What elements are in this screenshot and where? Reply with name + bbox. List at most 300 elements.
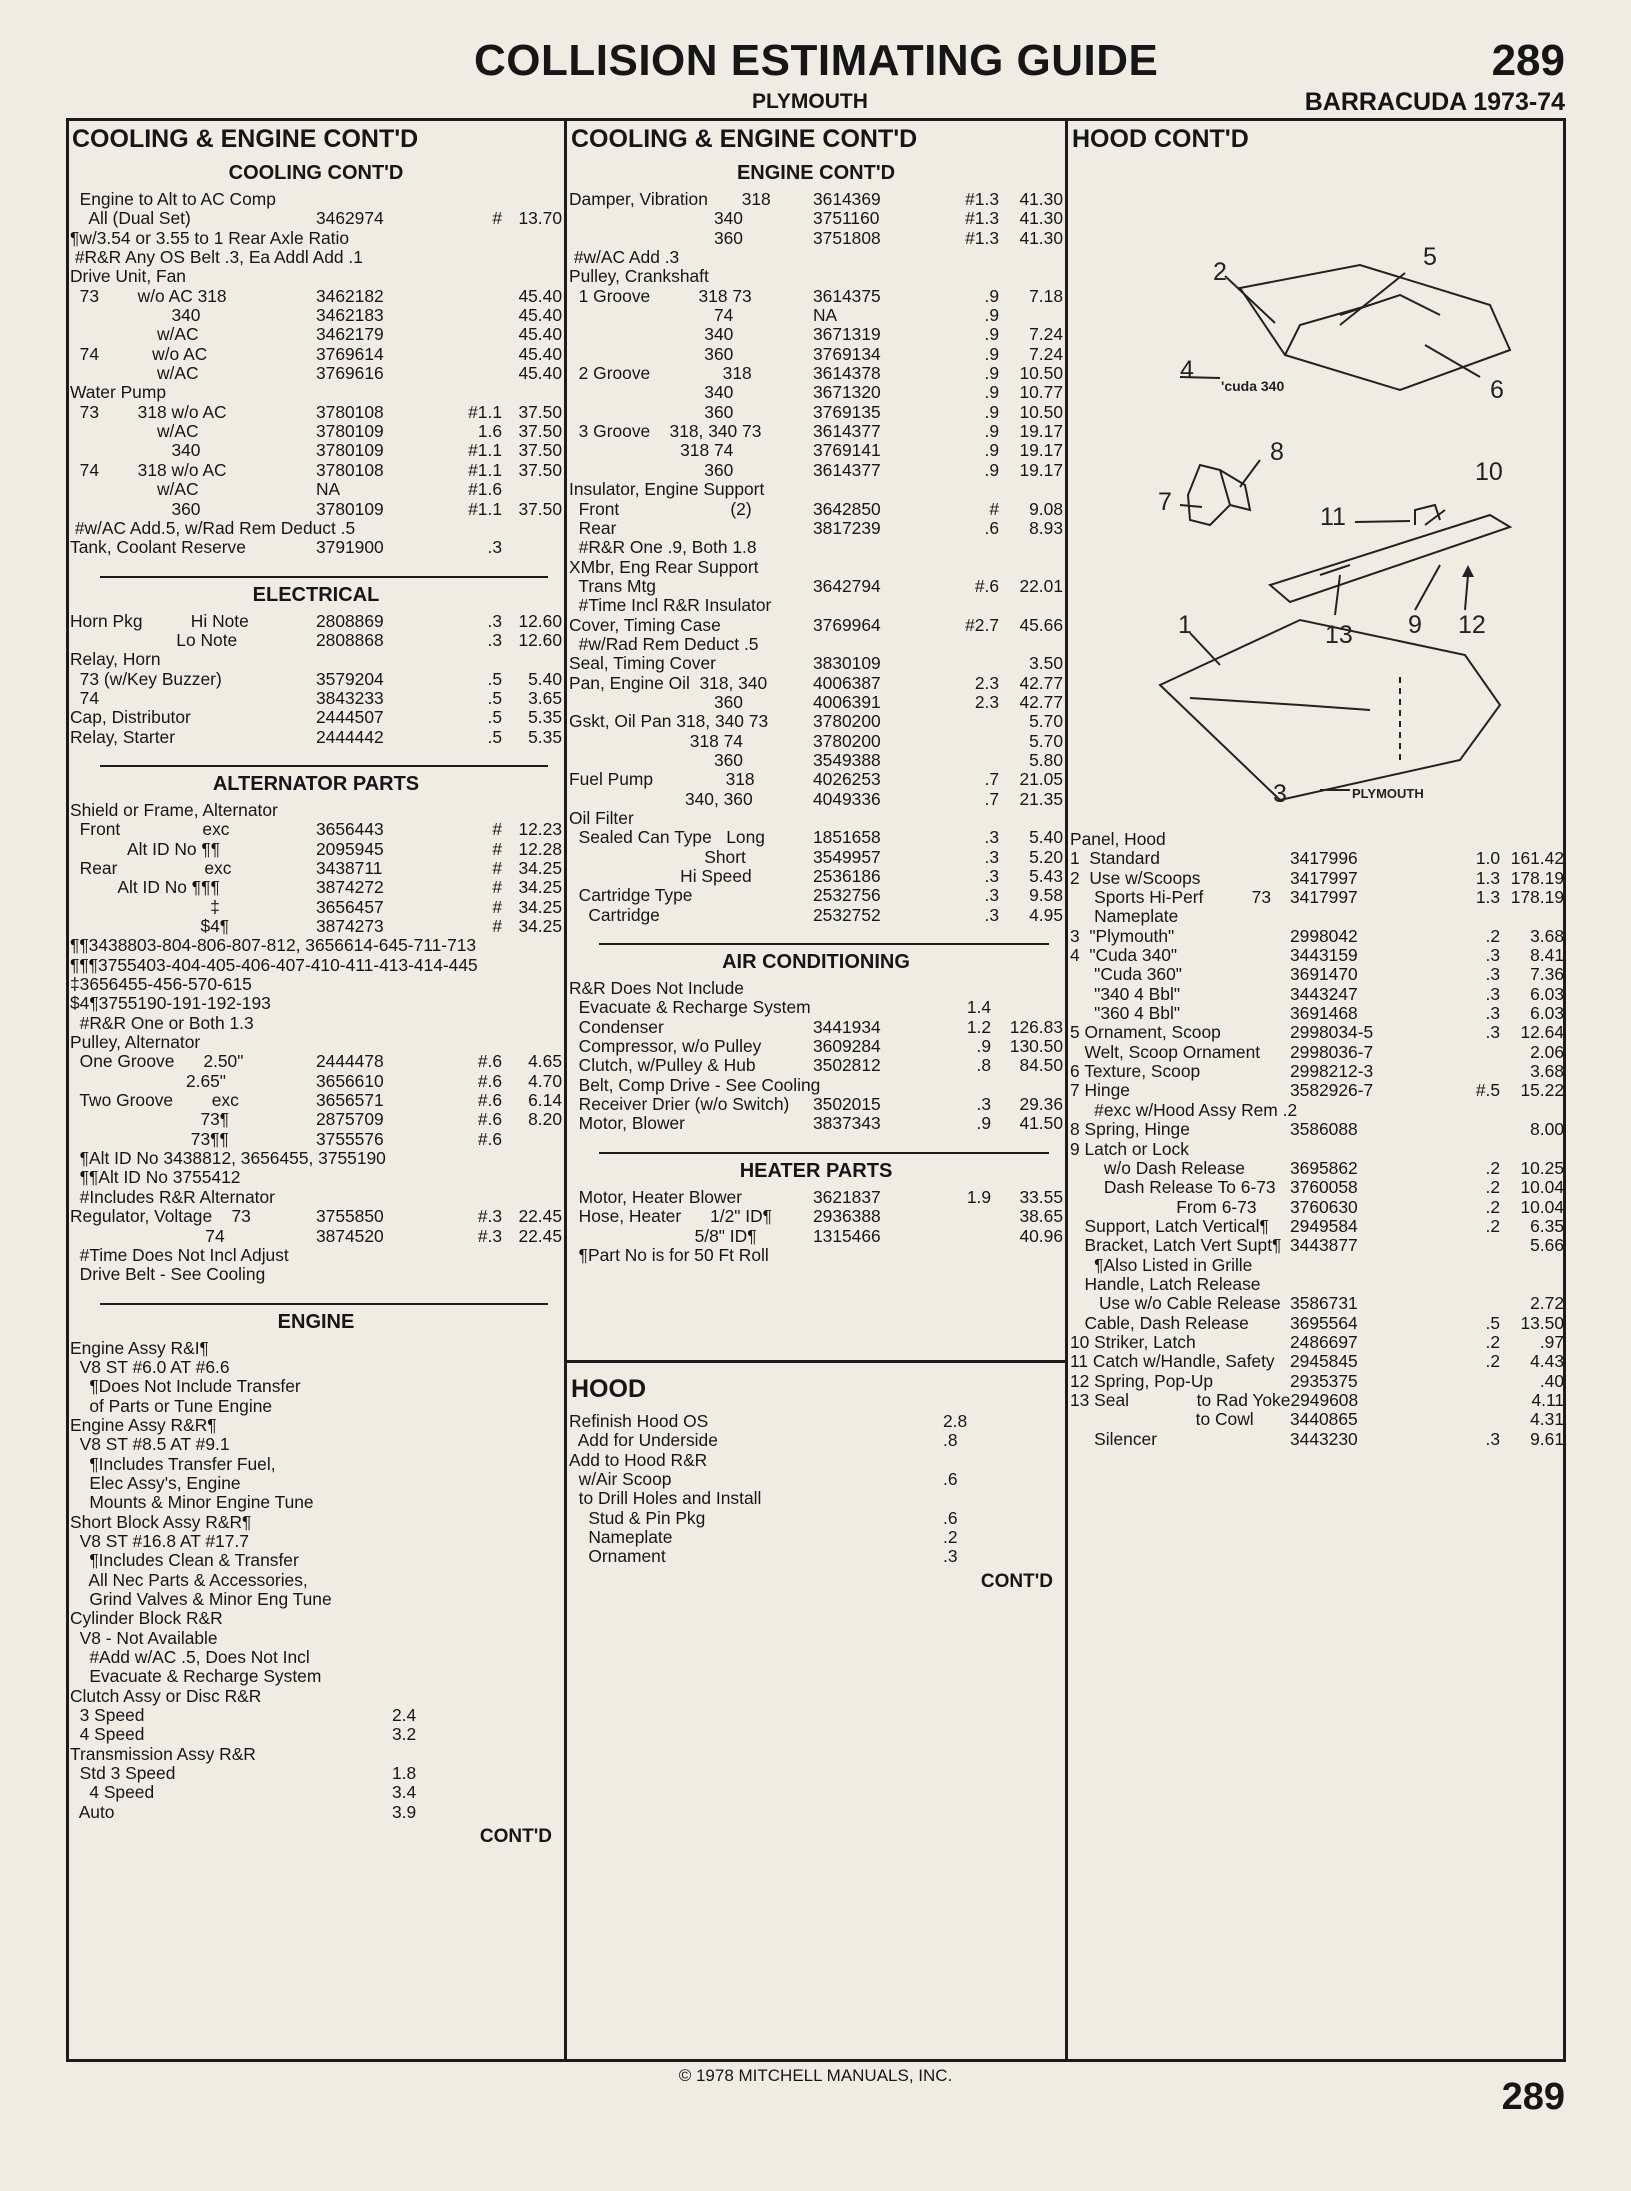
table-row (1070, 1101, 1564, 1120)
table-row (70, 670, 562, 689)
row-price: 12.23 (518, 819, 562, 840)
row-part-number (813, 979, 911, 998)
row-description: ¶Part No is for 50 Ft Roll (569, 1244, 769, 1265)
table-row (70, 441, 562, 460)
row-part-number (392, 1474, 502, 1493)
table-row (70, 1358, 562, 1377)
air-conditioning-table (569, 979, 1063, 1134)
table-row (1070, 1062, 1564, 1081)
table-row (1070, 1430, 1564, 1449)
row-price (502, 538, 562, 557)
row-description: ‡ (70, 896, 220, 917)
row-description: 360 (70, 498, 201, 519)
row-description: Horn Pkg Hi Note (70, 610, 249, 631)
row-description: 5/8" ID¶ (569, 1225, 757, 1246)
row-description: ¶Does Not Include Transfer (70, 1376, 301, 1397)
row-part-number: 3760630 (1290, 1196, 1358, 1217)
row-description: 360 (569, 401, 734, 422)
row-price (999, 248, 1063, 267)
hood-parts-table (1070, 830, 1564, 1449)
row-part-number (316, 267, 414, 286)
row-description: Support, Latch Vertical¶ (1070, 1215, 1269, 1236)
row-description: 73¶¶ (70, 1128, 229, 1149)
row-description: 11 Catch w/Handle, Safety (1070, 1351, 1275, 1372)
row-description: V8 ST #6.0 AT #6.6 (70, 1356, 230, 1377)
row-labor (414, 975, 502, 994)
row-price: 38.65 (1019, 1206, 1063, 1227)
row-price: 21.35 (1019, 788, 1063, 809)
row-description: Short Block Assy R&R¶ (70, 1511, 252, 1532)
row-part-number (316, 1265, 414, 1284)
row-description: Shield or Frame, Alternator (70, 799, 278, 820)
row-labor: .3 (984, 827, 999, 848)
row-part-number: 4006391 (813, 691, 881, 712)
row-part-number (316, 1033, 414, 1052)
row-part-number: 3830109 (813, 653, 881, 674)
row-labor: 1.2 (966, 1016, 991, 1037)
row-description: 1 Standard (1070, 848, 1160, 869)
cuda-340-decal: 'cuda 340 (1221, 378, 1285, 394)
table-row (70, 1725, 562, 1744)
table-row (569, 1470, 1063, 1489)
row-price: 178.19 (1510, 887, 1564, 908)
row-labor (915, 1076, 993, 1095)
row-part-number (316, 1014, 414, 1033)
row-part-number (813, 538, 911, 557)
row-labor (414, 1265, 502, 1284)
row-description: to Cowl (1070, 1409, 1254, 1430)
row-part-number: 3780109 (316, 440, 384, 461)
row-price: 21.05 (1019, 769, 1063, 790)
row-labor: .3 (1485, 983, 1500, 1004)
row-labor (414, 1168, 502, 1187)
row-labor (414, 650, 502, 669)
row-part-number (392, 1416, 502, 1435)
cooling-contd-heading: COOLING CONT'D (228, 162, 404, 184)
row-part-number (813, 480, 911, 499)
table-row (569, 1018, 1063, 1037)
row-description: Tank, Coolant Reserve (70, 537, 246, 558)
table-row (70, 708, 562, 727)
hood-heading: HOOD (571, 1375, 646, 1403)
row-labor (911, 979, 991, 998)
row-price: 34.25 (518, 877, 562, 898)
row-part-number: 3462974 (316, 208, 384, 229)
row-part-number: 3614369 (813, 189, 881, 209)
hood-parts-list (1070, 830, 1564, 1449)
row-price: 10.50 (1019, 401, 1063, 422)
row-labor: .2 (1485, 1177, 1500, 1198)
row-labor: .9 (984, 459, 999, 480)
row-price: 37.50 (518, 459, 562, 480)
row-description: Mounts & Minor Engine Tune (70, 1492, 314, 1513)
row-price: 7.36 (1530, 964, 1564, 985)
row-labor (911, 809, 999, 828)
engine-contd-heading: ENGINE CONT'D (736, 162, 896, 184)
table-row (70, 1416, 562, 1435)
row-price (502, 267, 562, 286)
row-part-number: 4006387 (813, 672, 881, 693)
row-labor: .9 (984, 440, 999, 461)
row-part-number: 3440865 (1290, 1409, 1358, 1430)
table-row (569, 732, 1063, 751)
row-labor (414, 1014, 502, 1033)
row-description: 3 Groove 318, 340 73 (569, 421, 762, 442)
row-part-number (392, 1609, 502, 1628)
row-labor: 1.0 (1475, 848, 1500, 869)
table-row (70, 1493, 562, 1512)
row-price: 2.06 (1530, 1041, 1564, 1062)
table-row (70, 1455, 562, 1474)
row-description: Refinish Hood OS (569, 1411, 709, 1431)
row-labor: # (492, 916, 502, 936)
row-price: 33.55 (1019, 1186, 1063, 1207)
row-price: 45.40 (518, 363, 562, 384)
table-row (70, 650, 562, 669)
table-row (70, 936, 562, 955)
table-row (1070, 1023, 1564, 1042)
callout-2: 2 (1213, 258, 1227, 286)
row-labor: .9 (984, 382, 999, 403)
row-description: 3 Speed (70, 1705, 145, 1726)
callout-13: 13 (1325, 621, 1353, 649)
row-labor: #.6 (477, 1128, 502, 1149)
table-row (70, 1227, 562, 1246)
row-price: 5.35 (528, 726, 562, 747)
row-description: Condenser (569, 1016, 664, 1037)
row-price: 19.17 (1019, 459, 1063, 480)
row-description: ¶w/3.54 or 3.55 to 1 Rear Axle Ratio (70, 227, 350, 248)
table-row (569, 461, 1063, 480)
row-labor: #1.1 (468, 401, 502, 422)
row-description: w/AC (70, 324, 199, 345)
column-2-title: COOLING & ENGINE CONT'D (571, 125, 918, 153)
row-description: Cable, Dash Release (1070, 1312, 1249, 1333)
row-labor: .6 (984, 517, 999, 538)
row-labor (414, 267, 502, 286)
row-part-number: 3443159 (1290, 945, 1358, 966)
electrical-heading: ELECTRICAL (252, 583, 380, 606)
row-part-number: 3780200 (813, 730, 881, 751)
row-labor: .2 (1485, 1331, 1500, 1352)
row-price: 10.25 (1520, 1157, 1564, 1178)
row-labor: #1.1 (468, 440, 502, 461)
row-labor (502, 1416, 562, 1435)
row-part-number: 3671320 (813, 382, 881, 403)
row-labor (911, 1227, 991, 1246)
row-part-number (316, 190, 414, 209)
row-description: ¶Includes Clean & Transfer (70, 1550, 299, 1571)
guide-title: COLLISION ESTIMATING GUIDE (474, 36, 1159, 85)
row-labor: .5 (487, 668, 502, 689)
table-row (1070, 1294, 1564, 1313)
row-part-number (813, 248, 911, 267)
row-price: 37.50 (518, 440, 562, 461)
row-part-number: NA (813, 305, 838, 326)
table-row (70, 480, 562, 499)
row-part-number: 3443877 (1290, 1235, 1358, 1256)
row-labor: .3 (1485, 964, 1500, 985)
table-row (1070, 830, 1564, 849)
row-part-number (316, 994, 414, 1013)
row-description: Two Groove exc (70, 1090, 239, 1111)
row-price: 7.24 (1029, 343, 1063, 364)
row-price: 22.45 (518, 1206, 562, 1227)
table-row (569, 306, 1063, 325)
row-price (1500, 1275, 1564, 1294)
row-description: Nameplate (1070, 906, 1179, 927)
row-description: Engine to Alt to AC Comp (70, 189, 276, 209)
row-labor: .5 (1485, 1312, 1500, 1333)
table-row (70, 840, 562, 859)
row-labor (502, 1648, 562, 1667)
table-row (569, 1076, 1063, 1095)
column-divider-1 (564, 118, 567, 2062)
row-description: of Parts or Tune Engine (70, 1395, 273, 1416)
row-part-number: 2998042 (1290, 925, 1358, 946)
row-labor (911, 635, 999, 654)
row-description: Short (569, 846, 746, 867)
row-price: 5.20 (1029, 846, 1063, 867)
row-labor (502, 1706, 562, 1725)
row-description: Damper, Vibration 318 (569, 189, 771, 209)
row-labor: # (492, 896, 502, 917)
table-row (70, 1648, 562, 1667)
row-labor (911, 538, 999, 557)
row-description: 6 Texture, Scoop (1070, 1061, 1201, 1082)
row-price: 6.14 (528, 1090, 562, 1111)
row-part-number: 3549388 (813, 749, 881, 770)
table-row (569, 1095, 1063, 1114)
row-part-number: 2.8 (943, 1411, 968, 1431)
row-part-number (1290, 1256, 1420, 1275)
row-price (1500, 1140, 1564, 1159)
row-labor (1420, 1140, 1500, 1159)
row-labor: #1.1 (468, 498, 502, 519)
row-description: Sealed Can Type Long (569, 827, 765, 848)
row-price (541, 956, 562, 975)
table-row (569, 383, 1063, 402)
row-part-number: 2532756 (813, 885, 881, 906)
row-description: Drive Belt - See Cooling (70, 1264, 266, 1285)
row-labor (1420, 1391, 1500, 1410)
table-row (70, 519, 562, 538)
callout-11: 11 (1320, 503, 1346, 531)
row-labor (502, 1687, 562, 1706)
table-row (1070, 965, 1564, 984)
row-labor: # (492, 857, 502, 878)
row-labor (1420, 830, 1500, 849)
row-description: Pulley, Crankshaft (569, 266, 709, 287)
row-description: #w/AC Add.5, w/Rad Rem Deduct .5 (70, 517, 356, 538)
callout-1: 1 (1178, 611, 1192, 639)
row-description: Engine Assy R&I¶ (70, 1337, 209, 1358)
row-part-number (392, 1590, 502, 1609)
row-description: ¶Also Listed in Grille (1070, 1254, 1253, 1275)
row-labor: 2.3 (974, 691, 999, 712)
row-labor (502, 1764, 562, 1783)
latch-support-outline (1270, 515, 1510, 602)
row-description: 340 (569, 324, 734, 345)
table-row (70, 229, 562, 248)
row-labor: .3 (984, 885, 999, 906)
row-labor: #1.3 (965, 227, 999, 248)
row-description: 4 Speed (70, 1782, 155, 1803)
row-labor (502, 1590, 562, 1609)
row-price: 8.93 (1029, 517, 1063, 538)
row-labor (414, 994, 502, 1013)
callout-9: 9 (1408, 611, 1422, 639)
row-labor (911, 1246, 991, 1265)
table-row (70, 1052, 562, 1071)
row-price: 4.95 (1029, 904, 1063, 925)
table-row (70, 859, 562, 878)
table-row (569, 712, 1063, 731)
table-row (569, 616, 1063, 635)
row-price (999, 809, 1063, 828)
row-part-number: 2949608 (1290, 1389, 1359, 1410)
row-part-number: 3443230 (1290, 1428, 1358, 1449)
heater-parts-heading: HEATER PARTS (739, 1159, 893, 1182)
row-price (502, 1130, 562, 1149)
row-description: Hose, Heater 1/2" ID¶ (569, 1206, 773, 1227)
row-description: w/AC (70, 421, 199, 442)
row-price (541, 936, 562, 955)
row-description: 9 Latch or Lock (1070, 1138, 1189, 1159)
row-description: Pan, Engine Oil 318, 340 (569, 672, 768, 693)
row-part-number: 2998212-3 (1290, 1061, 1374, 1082)
row-description: Clutch, w/Pulley & Hub (569, 1055, 756, 1076)
table-row (569, 577, 1063, 596)
row-part-number: 3760058 (1290, 1177, 1358, 1198)
row-price: 42.77 (1019, 691, 1063, 712)
row-price: 10.04 (1520, 1196, 1564, 1217)
row-description: 340, 360 (569, 788, 753, 809)
row-part-number: 3502812 (813, 1055, 881, 1076)
row-labor: .5 (487, 707, 502, 728)
row-labor (414, 1188, 502, 1207)
table-row (70, 364, 562, 383)
copyright: © 1978 MITCHELL MANUALS, INC. (678, 2066, 953, 2085)
callout-4: 4 (1180, 356, 1194, 384)
table-row (70, 383, 562, 402)
table-row (1070, 1140, 1564, 1159)
row-price: 5.66 (1530, 1235, 1564, 1256)
row-price: 3.65 (528, 687, 562, 708)
row-price (1502, 1101, 1564, 1120)
table-row (569, 1188, 1063, 1207)
row-part-number: 4049336 (813, 788, 881, 809)
table-row (569, 1207, 1063, 1226)
row-labor (502, 1551, 562, 1570)
row-price: 8.00 (1530, 1119, 1564, 1140)
row-labor: # (492, 208, 502, 229)
table-row (70, 1110, 562, 1129)
table-row (569, 770, 1063, 789)
row-part-number: 3.9 (392, 1801, 417, 1822)
row-description: 73 318 w/o AC (70, 401, 227, 422)
row-price (512, 519, 562, 538)
row-part-number: 3780108 (316, 459, 384, 480)
row-part-number: 3695862 (1290, 1157, 1358, 1178)
row-part-number: 3769134 (813, 343, 881, 364)
row-price (502, 994, 562, 1013)
row-part-number: 3843233 (316, 687, 384, 708)
row-price: 12.28 (518, 838, 562, 859)
row-price: 10.77 (1019, 382, 1063, 403)
table-row (70, 1474, 562, 1493)
row-description: 360 (569, 343, 734, 364)
row-part-number: 3438711 (316, 857, 383, 878)
row-labor: #.3 (477, 1206, 502, 1227)
callout-10: 10 (1475, 458, 1503, 486)
table-row (70, 1246, 562, 1265)
row-part-number: 2444507 (316, 707, 384, 728)
row-labor (502, 1667, 562, 1686)
row-price (993, 1076, 1063, 1095)
row-description: Seal, Timing Cover (569, 653, 716, 674)
table-row (70, 1532, 562, 1551)
row-price: .97 (1539, 1331, 1564, 1352)
table-row (70, 1629, 562, 1648)
table-row (70, 801, 562, 820)
callout-6: 6 (1490, 376, 1504, 404)
row-part-number: 2486697 (1290, 1331, 1358, 1352)
table-row (569, 1451, 1063, 1470)
row-labor (510, 936, 541, 955)
table-row (569, 1227, 1063, 1246)
row-description: Sports Hi-Perf 73 (1070, 887, 1272, 908)
row-labor (502, 1629, 562, 1648)
row-labor: .3 (984, 904, 999, 925)
row-description: ¶Includes Transfer Fuel, (70, 1453, 276, 1474)
row-labor (414, 190, 502, 209)
row-part-number: 3443247 (1290, 983, 1358, 1004)
row-price (502, 383, 562, 402)
row-labor: #.3 (477, 1225, 502, 1246)
row-description: Rear (569, 517, 617, 538)
row-part-number: 4026253 (813, 769, 881, 790)
row-price: 8.20 (528, 1109, 562, 1130)
table-row (569, 364, 1063, 383)
row-part-number: NA (316, 479, 341, 500)
table-row (569, 190, 1063, 209)
table-row (569, 558, 1063, 577)
row-labor: .3 (1485, 1003, 1500, 1024)
row-part-number: 3656443 (316, 819, 384, 840)
row-price (502, 480, 562, 499)
row-labor: .3 (1485, 1428, 1500, 1449)
row-labor (502, 1745, 562, 1764)
row-price: 12.64 (1520, 1022, 1564, 1043)
row-labor: 1.4 (966, 997, 991, 1018)
table-row (1070, 1236, 1564, 1255)
row-price: 6.03 (1530, 1003, 1564, 1024)
row-part-number: 2998034-5 (1290, 1022, 1374, 1043)
row-description: Use w/o Cable Release (1070, 1293, 1281, 1314)
row-part-number (1290, 1275, 1420, 1294)
row-part-number: .6 (943, 1469, 958, 1490)
table-row (1070, 1043, 1564, 1062)
table-row (569, 248, 1063, 267)
table-row (1070, 1333, 1564, 1352)
row-description: 340 (70, 305, 201, 326)
row-price: 5.40 (1029, 827, 1063, 848)
row-price: 9.08 (1029, 498, 1063, 519)
row-part-number: 3462182 (316, 285, 384, 306)
row-price: 4.65 (528, 1051, 562, 1072)
row-price: 45.40 (518, 343, 562, 364)
